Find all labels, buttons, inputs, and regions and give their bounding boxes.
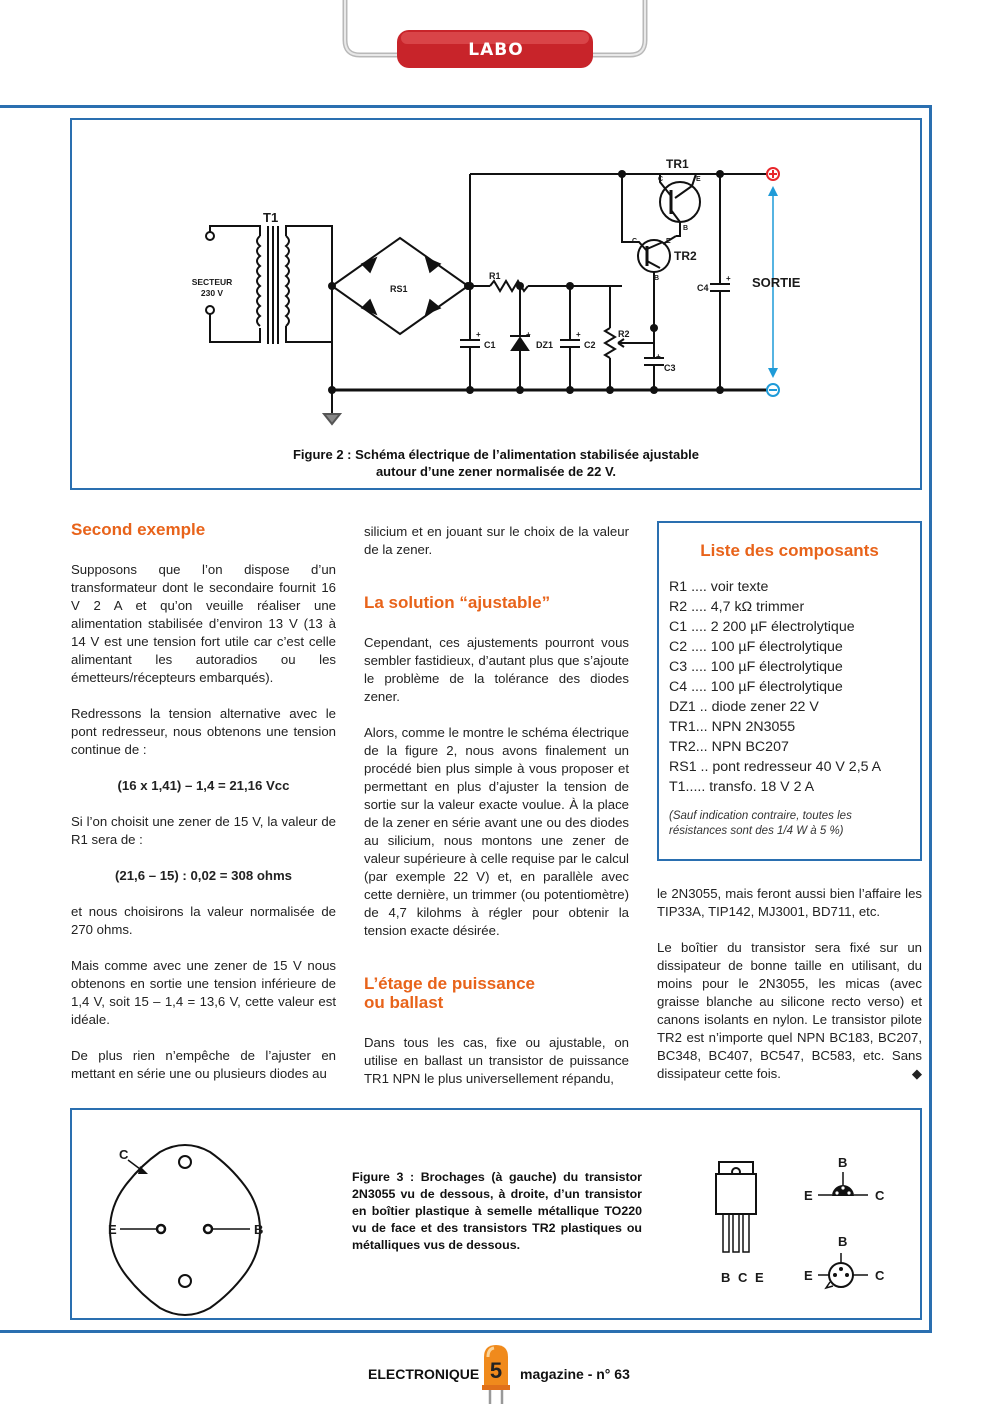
label-c2: C2 bbox=[584, 340, 596, 350]
column-2 bbox=[364, 523, 629, 1106]
label-c3-plus: + bbox=[656, 352, 661, 361]
list-item: T1..... transfo. 18 V 2 A bbox=[669, 779, 815, 795]
label-3055-c: C bbox=[119, 1147, 129, 1162]
label-secteur: SECTEUR bbox=[191, 277, 233, 287]
list-item: C4 .... 100 µF électrolytique bbox=[669, 679, 843, 695]
label-to18-e: E bbox=[804, 1268, 813, 1283]
label-r1: R1 bbox=[489, 271, 501, 281]
page-number: 5 bbox=[489, 1358, 503, 1383]
paragraph: Si l’on choisit une zener de 15 V, la valeur de R1 sera de : bbox=[71, 814, 336, 847]
label-to92-b: B bbox=[838, 1155, 848, 1170]
formula-r1: (21,6 – 15) : 0,02 = 308 ohms bbox=[114, 868, 293, 883]
paragraph: Dans tous les cas, fixe ou ajustable, on utilise en ballast un transistor de puissance TR1 NPN le plus universellement répandu, bbox=[364, 1035, 629, 1086]
figure2-caption-line2: autour d’une zener normalisée de 22 V. bbox=[375, 464, 617, 479]
label-to18-c: C bbox=[875, 1268, 885, 1283]
list-item: RS1 .. pont redresseur 40 V 2,5 A bbox=[669, 759, 882, 775]
paragraph: le 2N3055, mais feront aussi bien l’affaire les TIP33A, TIP142, MJ3001, BD711, etc. bbox=[657, 886, 922, 919]
label-to18-b: B bbox=[838, 1234, 848, 1249]
label-tr2-b: B bbox=[654, 275, 660, 282]
label-dz1-plus: + bbox=[526, 330, 531, 339]
heading-solution-ajustable: La solution “ajustable” bbox=[364, 593, 551, 612]
label-3055-e: E bbox=[108, 1222, 117, 1237]
paragraph: Mais comme avec une zener de 15 V nous obtenons en sortie une tension inférieure de 1,4 V, soit 15 – 1,4 = 13,6 V, cette valeur est idéale. bbox=[71, 958, 336, 1027]
label-tr2-e: E bbox=[666, 238, 671, 245]
list-item: C2 .... 100 µF électrolytique bbox=[669, 639, 843, 655]
column-1 bbox=[71, 520, 336, 1101]
label-dz1: DZ1 bbox=[536, 340, 554, 350]
label-tr1-c: C bbox=[658, 176, 664, 183]
label-to92-e: E bbox=[804, 1188, 813, 1203]
label-r2: R2 bbox=[618, 329, 630, 339]
end-mark: ◆ bbox=[911, 1066, 922, 1081]
label-230v: 230 V bbox=[200, 288, 224, 298]
label-c3: C3 bbox=[664, 363, 676, 373]
list-item: C3 .... 100 µF électrolytique bbox=[669, 659, 843, 675]
components-list bbox=[669, 577, 920, 797]
paragraph: Redressons la tension alternative avec le pont redresseur, nous obtenons une tension continue de : bbox=[71, 706, 336, 757]
paragraph: Cependant, ces ajustements pourront vous sembler fastidieux, d’autant plus que s’ajoute le problème de la tolérance des diodes zener. bbox=[364, 635, 629, 704]
paragraph: Supposons que l’on dispose d’un transformateur dont le secondaire fournit 16 V 2 A et qu’on veuille réaliser une alimentation stabilisée d’environ 13 V (13 à 14 V est une tension fort utile car c’est celle alimentant les autoradios ou les émetteurs/récepteurs embarqués). bbox=[71, 562, 336, 685]
label-t1: T1 bbox=[263, 210, 279, 225]
list-item: C1 .... 2 200 µF électrolytique bbox=[669, 619, 855, 635]
label-c4: C4 bbox=[697, 283, 709, 293]
label-tr2-c: C bbox=[632, 238, 638, 245]
label-to92-c: C bbox=[875, 1188, 885, 1203]
section-label: LABO bbox=[468, 40, 524, 60]
heading-second-exemple: Second exemple bbox=[71, 520, 206, 539]
label-c1-plus: + bbox=[476, 330, 481, 339]
header-tab bbox=[335, 0, 655, 75]
label-tr1-e: E bbox=[696, 176, 701, 183]
list-item: R2 .... 4,7 kΩ trimmer bbox=[669, 599, 805, 615]
components-box bbox=[657, 521, 922, 861]
list-item: TR1... NPN 2N3055 bbox=[669, 719, 796, 735]
label-c2-plus: + bbox=[576, 330, 581, 339]
figure3-caption: Figure 3 : Brochages (à gauche) du transistor 2N3055 vu de dessous, à droite, d’un transistor en boîtier plastique à semelle métallique TO220 vu de face et des transistors TR2 plastiques ou métalliques vus de dessous. bbox=[352, 1170, 642, 1252]
paragraph: et nous choisirons la valeur normalisée de 270 ohms. bbox=[71, 904, 336, 937]
label-sortie: SORTIE bbox=[752, 275, 801, 290]
label-c4-plus: + bbox=[726, 274, 731, 283]
label-rs1: RS1 bbox=[390, 284, 408, 294]
paragraph: Le boîtier du transistor sera fixé sur un dissipateur de bonne taille en utilisant, du moins pour le 2N3055, les micas (avec graisse blanche au silicone recto verso) et canons isolants en nylon. Le transistor pilote TR2 est n’importe quel NPN BC183, BC207, BC348, BC407, BC547, BC583, etc. Sans dissipateur cette fois. ◆ bbox=[657, 940, 922, 1081]
components-note: (Sauf indication contraire, toutes les résistances sont des 1/4 W à 5 %) bbox=[669, 810, 852, 837]
footer-magazine-name: ELECTRONIQUE bbox=[368, 1366, 480, 1382]
label-tr2: TR2 bbox=[674, 249, 697, 263]
heading-etage-puissance: L’étage de puissance bbox=[364, 974, 536, 993]
figure2-caption-line1: Figure 2 : Schéma électrique de l’alimentation stabilisée ajustable bbox=[292, 447, 700, 462]
label-c1: C1 bbox=[484, 340, 496, 350]
column-3 bbox=[657, 885, 922, 1083]
paragraph: Alors, comme le montre le schéma électrique de la figure 2, nous avons finalement un procédé bien plus simple à vous proposer et permettant en plus d’ajuster la tension de sortie sur la valeur exacte voulue. À la place de la zener en série avant une ou des diodes au silicium, nous montons une zener de valeur supérieure à celle requise par le calcul (par exemple 22 V) et, en parallèle avec cette dernière, un trimmer (ou potentiomètre) de 4,7 kilohms à régler pour obtenir la tension exacte désirée. bbox=[364, 725, 629, 938]
figure2-schematic bbox=[70, 118, 922, 490]
label-3055-b: B bbox=[254, 1222, 264, 1237]
formula-tension: (16 x 1,41) – 1,4 = 21,16 Vcc bbox=[117, 778, 290, 793]
list-item: TR2... NPN BC207 bbox=[669, 739, 789, 755]
label-tr1-b: B bbox=[683, 225, 689, 232]
paragraph: silicium et en jouant sur le choix de la valeur de la zener. bbox=[364, 524, 629, 557]
paragraph: De plus rien n’empêche de l’ajuster en mettant en série une ou plusieurs diodes au bbox=[71, 1048, 336, 1081]
list-item: DZ1 .. diode zener 22 V bbox=[669, 699, 819, 715]
label-tr1: TR1 bbox=[666, 157, 689, 171]
list-item: R1 .... voir texte bbox=[669, 579, 769, 595]
label-to220-bce: B C E bbox=[721, 1270, 766, 1285]
heading-ballast: ou ballast bbox=[364, 993, 444, 1012]
footer-issue: magazine - n° 63 bbox=[520, 1366, 630, 1382]
components-title: Liste des composants bbox=[700, 541, 879, 560]
